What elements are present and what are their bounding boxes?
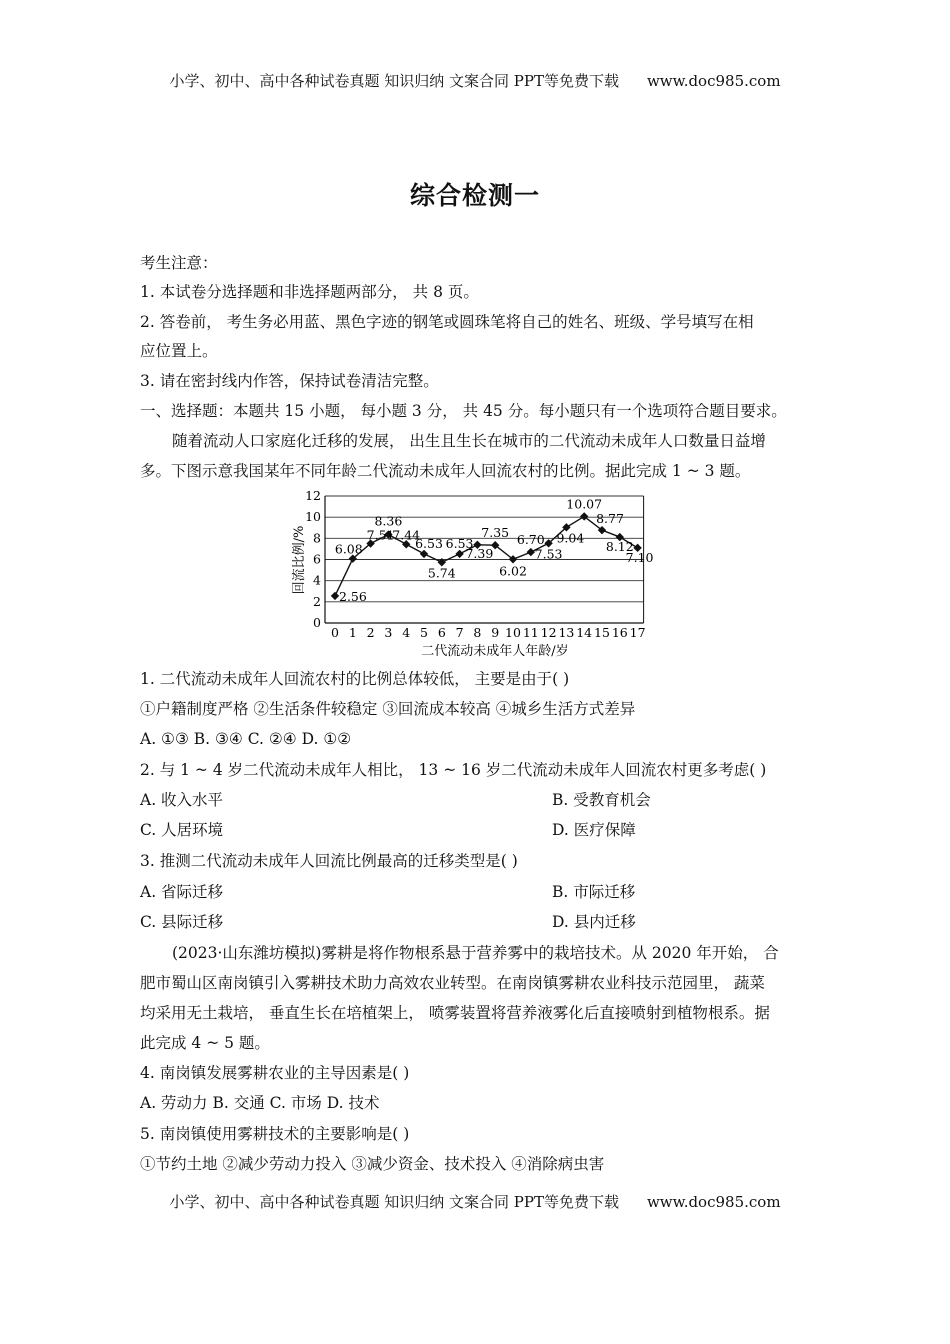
page-footer (0, 1191, 950, 1212)
y-tick-label: 8 (313, 530, 321, 546)
passage2-line-1: (2023·山东潍坊模拟)雾耕是将作物根系悬于营养雾中的栽培技术。从 2020 年开始， 合 (172, 944, 779, 962)
header-site[interactable]: www.doc985.com (646, 72, 781, 90)
passage2-line-3: 均采用无土栽培， 垂直生长在培植架上， 喷雾装置将营养液雾化后直接喷射到植物根系。据 (140, 1004, 770, 1022)
notice-item-2: 2. 答卷前， 考生务必用蓝、黑色字迹的钢笔或圆珠笔将自己的姓名、班级、学号填写在相 (140, 313, 754, 331)
q3-row-1 (140, 882, 812, 902)
notice-heading: 考生注意： (140, 254, 218, 272)
notice-item-3: 3. 请在密封线内作答，保持试卷清洁完整。 (140, 372, 439, 390)
q1-options: A. ①③ B. ③④ C. ②④ D. ①② (140, 730, 352, 748)
q2-row-1 (140, 790, 812, 810)
y-tick-label: 12 (305, 488, 321, 503)
q3-row-2 (140, 912, 812, 932)
y-tick-label: 2 (313, 593, 321, 609)
passage2-line-4: 此完成 4 ~ 5 题。 (140, 1034, 270, 1052)
data-label: 8.36 (374, 513, 403, 529)
x-tick-label: 8 (473, 625, 482, 640)
q3-option-b[interactable]: B. 市际迁移 (552, 883, 636, 901)
data-label: 8.12 (605, 539, 634, 555)
data-label: 6.02 (499, 563, 527, 579)
notice-item-2-cont: 应位置上。 (140, 342, 218, 360)
passage1-line-1: 随着流动人口家庭化迁移的发展， 出生且生长在城市的二代流动未成年人口数量日益增 (172, 432, 766, 450)
chart-y-label: 回流比例/% (292, 525, 307, 595)
x-tick-label: 1 (348, 625, 357, 640)
x-tick-label: 2 (366, 625, 375, 640)
data-label: 7.44 (392, 527, 421, 543)
x-tick-label: 4 (402, 625, 411, 640)
passage2-line-2: 肥市蜀山区南岗镇引入雾耕技术助力高效农业转型。在南岗镇雾耕农业科技示范园里， 蔬菜 (140, 974, 765, 992)
data-label: 6.53 (415, 535, 443, 551)
q4-stem: 4. 南岗镇发展雾耕农业的主导因素是( ) (140, 1064, 410, 1082)
x-tick-label: 17 (629, 625, 646, 640)
section-heading: 一、选择题：本题共 15 小题， 每小题 3 分， 共 45 分。每小题只有一个选项符合题目要求。 (140, 402, 787, 420)
footer-site[interactable]: www.doc985.com (646, 1193, 781, 1211)
q2-option-c[interactable]: C. 人居环境 (140, 821, 224, 839)
data-label: 7.39 (465, 545, 494, 561)
y-tick-label: 0 (313, 615, 321, 630)
y-tick-label: 4 (313, 572, 321, 588)
data-label: 9.04 (556, 530, 585, 546)
page-header (0, 70, 950, 91)
q4-options: A. 劳动力 B. 交通 C. 市场 D. 技术 (140, 1094, 380, 1112)
x-tick-label: 0 (331, 625, 339, 640)
notice-item-1: 1. 本试卷分选择题和非选择题两部分， 共 8 页。 (140, 283, 479, 301)
q2-stem: 2. 与 1 ~ 4 岁二代流动未成年人相比， 13 ~ 16 岁二代流动未成年人回流农村更多考虑( ) (140, 761, 767, 779)
q3-option-c[interactable]: C. 县际迁移 (140, 913, 224, 931)
data-label: 7.35 (481, 525, 510, 541)
q3-option-d[interactable]: D. 县内迁移 (552, 913, 636, 931)
q2-option-d[interactable]: D. 医疗保障 (552, 821, 636, 839)
page-title: 综合检测一 (409, 181, 540, 210)
chart-data-labels (335, 496, 654, 603)
y-tick-label: 6 (313, 551, 321, 567)
data-label: 7.53 (534, 546, 563, 562)
x-tick-label: 11 (522, 625, 539, 640)
x-tick-label: 7 (455, 625, 464, 640)
x-tick-label: 9 (491, 625, 500, 640)
x-tick-label: 13 (558, 625, 575, 640)
x-tick-label: 3 (384, 625, 393, 640)
return-ratio-chart (285, 488, 660, 663)
passage1-line-2: 多。下图示意我国某年不同年龄二代流动未成年人回流农村的比例。据此完成 1 ~ 3 题。 (140, 462, 751, 480)
q2-row-2 (140, 820, 812, 840)
q3-option-a[interactable]: A. 省际迁移 (140, 883, 224, 901)
data-label: 8.77 (596, 511, 624, 527)
data-label: 2.56 (339, 588, 367, 604)
header-text: 小学、初中、高中各种试卷真题 知识归纳 文案合同 PPT等免费下载 (169, 72, 619, 90)
x-tick-label: 12 (540, 625, 557, 640)
data-label: 6.08 (334, 541, 363, 557)
data-label: 7.10 (625, 549, 654, 565)
q3-stem: 3. 推测二代流动未成年人回流比例最高的迁移类型是( ) (140, 852, 518, 870)
data-point (331, 592, 339, 600)
data-label: 6.53 (445, 535, 474, 551)
x-tick-label: 5 (420, 625, 428, 640)
data-label: 7.51 (366, 527, 395, 543)
x-tick-label: 10 (505, 625, 521, 640)
data-label: 10.07 (566, 496, 603, 512)
chart-x-ticks (331, 625, 646, 640)
q1-stem: 1. 二代流动未成年人回流农村的比例总体较低， 主要是由于( ) (140, 670, 570, 688)
chart-y-ticks (305, 488, 321, 630)
x-tick-label: 16 (611, 625, 628, 640)
data-label: 6.70 (516, 532, 545, 548)
q5-items: ①节约土地 ②减少劳动力投入 ③减少资金、技术投入 ④消除病虫害 (140, 1155, 605, 1173)
chart-x-label: 二代流动未成年人年龄/岁 (421, 644, 569, 659)
q1-items: ①户籍制度严格 ②生活条件较稳定 ③回流成本较高 ④城乡生活方式差异 (140, 700, 636, 718)
x-tick-label: 6 (437, 625, 446, 640)
q2-option-a[interactable]: A. 收入水平 (140, 791, 224, 809)
data-point (420, 550, 428, 558)
data-point (455, 550, 463, 558)
footer-text: 小学、初中、高中各种试卷真题 知识归纳 文案合同 PPT等免费下载 (169, 1193, 619, 1211)
q2-option-b[interactable]: B. 受教育机会 (552, 791, 651, 809)
data-label: 5.74 (427, 565, 456, 581)
x-tick-label: 14 (576, 625, 593, 640)
y-tick-label: 10 (305, 509, 321, 525)
x-tick-label: 15 (594, 625, 610, 640)
q5-stem: 5. 南岗镇使用雾耕技术的主要影响是( ) (140, 1125, 410, 1143)
